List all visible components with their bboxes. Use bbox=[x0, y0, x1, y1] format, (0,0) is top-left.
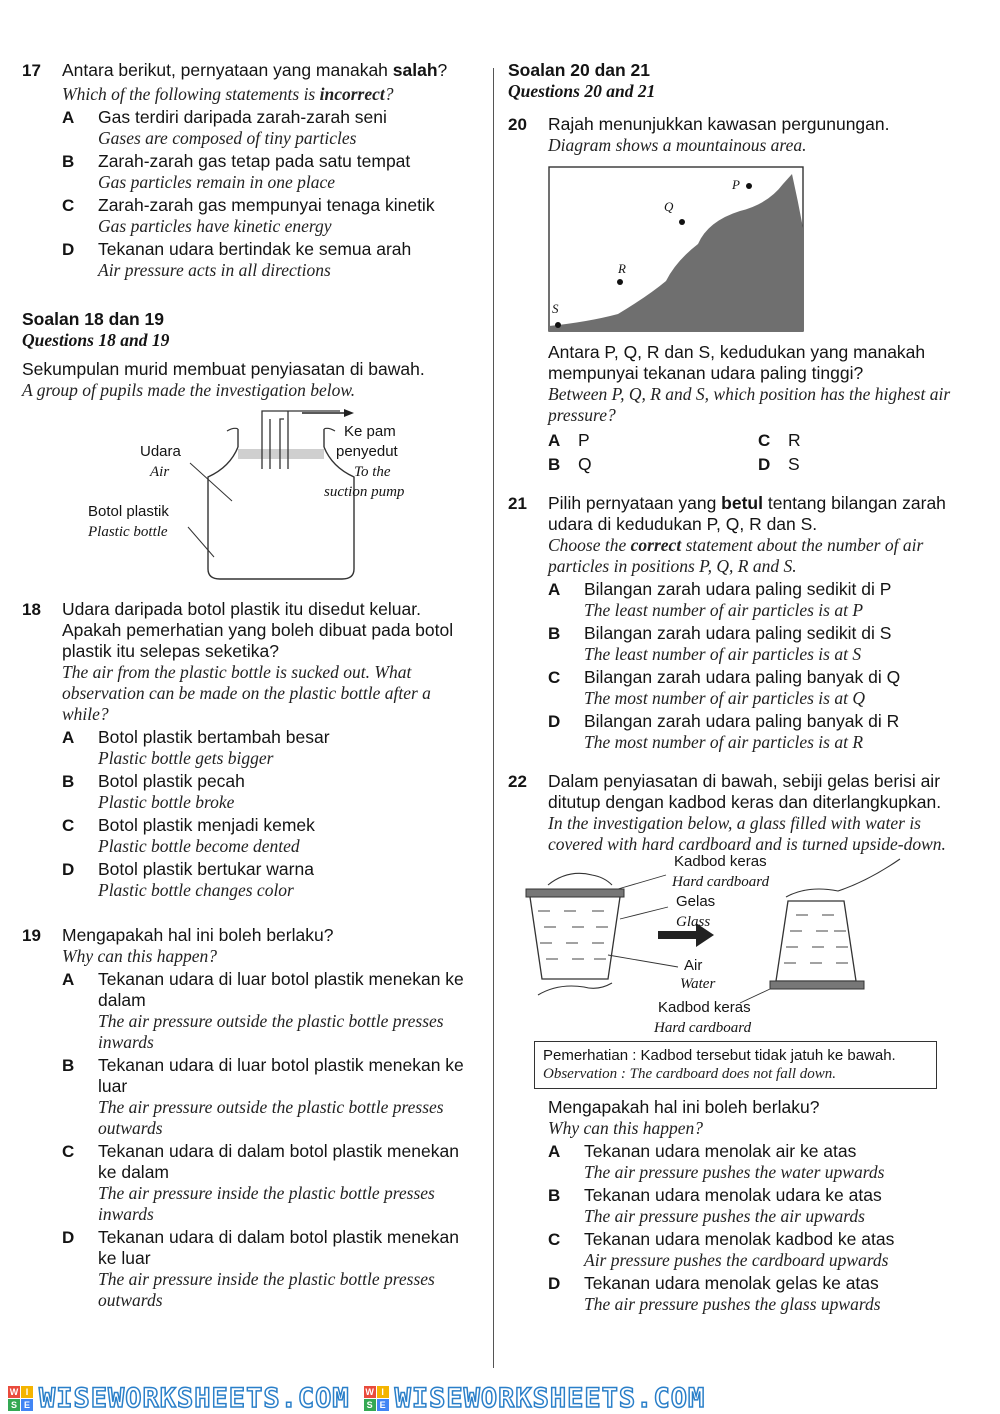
option-b[interactable]: B Tekanan udara di luar botol plastik menekan ke luar The air pressure outside the plastic bottle presses outwards bbox=[62, 1055, 464, 1138]
label-to-the: To the bbox=[354, 464, 391, 480]
label-bottle: Plastic bottle bbox=[88, 524, 168, 540]
footer-watermark bbox=[0, 1383, 1000, 1413]
observation-ms: Pemerhatian : Kadbod tersebut tidak jatuh ke bawah. bbox=[543, 1047, 896, 1064]
wise-logo-icon: W I S E bbox=[8, 1386, 33, 1411]
question-18 bbox=[22, 599, 480, 901]
question-19 bbox=[22, 925, 480, 1311]
column-divider bbox=[493, 68, 494, 1368]
label-botol: Botol plastik bbox=[88, 503, 169, 520]
label-pam: Ke pam bbox=[344, 423, 396, 440]
section-heading: Soalan 20 dan 21 bbox=[508, 60, 651, 80]
option-c[interactable]: C Botol plastik menjadi kemek Plastic bottle become dented bbox=[62, 815, 315, 856]
mountain-diagram bbox=[548, 166, 804, 332]
label-air: Air bbox=[150, 464, 170, 480]
label-water: Water bbox=[680, 976, 716, 992]
question-number: 20 bbox=[508, 115, 527, 134]
question-number: 17 bbox=[22, 61, 41, 80]
section-heading-en: Questions 18 and 19 bbox=[22, 330, 170, 350]
right-column bbox=[508, 60, 963, 1315]
question-20 bbox=[508, 114, 963, 475]
option-b[interactable]: B Bilangan zarah udara paling sedikit di S The least number of air particles is at S bbox=[548, 623, 892, 664]
point-q-label: Q bbox=[664, 199, 674, 214]
bottle-diagram bbox=[22, 407, 480, 585]
label-kadbod-keras-top: Kadbod keras bbox=[674, 853, 767, 870]
intro-text-en: A group of pupils made the investigation below. bbox=[22, 380, 356, 400]
option-a[interactable]: A Bilangan zarah udara paling sedikit di P The least number of air particles is at P bbox=[548, 579, 892, 620]
section-heading-en: Questions 20 and 21 bbox=[508, 81, 656, 101]
question-text-en: The air from the plastic bottle is sucked out. What observation can be made on the plastic bottle after a while? bbox=[62, 662, 431, 724]
option-d[interactable]: D Tekanan udara menolak gelas ke atas The air pressure pushes the glass upwards bbox=[548, 1273, 881, 1314]
option-c[interactable]: C Tekanan udara menolak kadbod ke atas Air pressure pushes the cardboard upwards bbox=[548, 1229, 895, 1270]
label-gelas: Gelas bbox=[676, 893, 716, 910]
question-number: 18 bbox=[22, 600, 41, 619]
label-kadbod-keras-bottom: Kadbod keras bbox=[658, 999, 751, 1016]
question-text-ms: Dalam penyiasatan di bawah, sebiji gelas berisi air ditutup dengan kadbod keras dan diterlangkupkan. bbox=[548, 771, 942, 812]
option-list bbox=[62, 969, 480, 1311]
section-18-19 bbox=[22, 309, 480, 585]
question-number: 21 bbox=[508, 494, 527, 513]
question-text-ms: Antara berikut, pernyataan yang manakah salah? bbox=[62, 60, 448, 80]
point-p-label: P bbox=[732, 177, 740, 192]
question-text2-en: Why can this happen? bbox=[548, 1118, 704, 1138]
question-text-en: Which of the following statements is incorrect? bbox=[62, 84, 394, 104]
option-grid bbox=[548, 430, 963, 475]
question-text-ms: Pilih pernyataan yang betul tentang bilangan zarah udara di kedudukan P, Q, R dan S. bbox=[548, 493, 946, 534]
option-b[interactable]: B Botol plastik pecah Plastic bottle broke bbox=[62, 771, 245, 812]
option-a[interactable]: A Tekanan udara menolak air ke atas The air pressure pushes the water upwards bbox=[548, 1141, 885, 1182]
question-number: 22 bbox=[508, 772, 527, 791]
question-22 bbox=[508, 771, 963, 1315]
option-list bbox=[548, 1141, 963, 1315]
option-list bbox=[62, 107, 480, 281]
option-c[interactable]: C Zarah-zarah gas mempunyai tenaga kinetik Gas particles have kinetic energy bbox=[62, 195, 435, 236]
question-text2-ms: Mengapakah hal ini boleh berlaku? bbox=[548, 1097, 820, 1117]
option-c[interactable]: C Bilangan zarah udara paling banyak di Q The most number of air particles is at Q bbox=[548, 667, 901, 708]
observation-box bbox=[534, 1041, 937, 1089]
option-a[interactable]: A Gas terdiri daripada zarah-zarah seni Gases are composed of tiny particles bbox=[62, 107, 387, 148]
option-c[interactable]: C Tekanan udara di dalam botol plastik menekan ke dalam The air pressure inside the plastic bottle presses inwards bbox=[62, 1141, 459, 1224]
watermark-text: WISEWORKSHEETS.COM bbox=[39, 1382, 350, 1414]
question-text-en: Choose the correct statement about the number of air particles in positions P, Q, R and S. bbox=[548, 535, 924, 576]
option-b[interactable]: B Zarah-zarah gas tetap pada satu tempat Gas particles remain in one place bbox=[62, 151, 411, 192]
point-r-label: R bbox=[618, 261, 626, 276]
question-text-en: In the investigation below, a glass filled with water is covered with hard cardboard and is turned upside-down. bbox=[548, 813, 946, 854]
option-c[interactable]: C R bbox=[758, 430, 801, 450]
left-column bbox=[22, 60, 480, 1311]
question-text2-ms: Antara P, Q, R dan S, kedudukan yang manakah mempunyai tekanan udara paling tinggi? bbox=[548, 342, 926, 383]
label-hard-cardboard-top: Hard cardboard bbox=[672, 874, 770, 890]
question-text2-en: Between P, Q, R and S, which position has the highest air pressure? bbox=[548, 384, 951, 425]
glass-figure bbox=[508, 855, 918, 1035]
wise-logo-icon: W I S E bbox=[364, 1386, 389, 1411]
option-d[interactable]: D Tekanan udara bertindak ke semua arah Air pressure acts in all directions bbox=[62, 239, 412, 280]
option-a[interactable]: A P bbox=[548, 430, 590, 450]
option-b[interactable]: B Tekanan udara menolak udara ke atas The air pressure pushes the air upwards bbox=[548, 1185, 882, 1226]
option-list bbox=[548, 579, 963, 753]
mountain-figure bbox=[548, 166, 804, 332]
question-text-ms: Mengapakah hal ini boleh berlaku? bbox=[62, 925, 334, 945]
question-text-ms: Udara daripada botol plastik itu disedut keluar. Apakah pemerhatian yang boleh dibuat pada botol plastik itu selepas seketika? bbox=[62, 599, 454, 661]
option-a[interactable]: A Tekanan udara di luar botol plastik menekan ke dalam The air pressure outside the plastic bottle presses inwards bbox=[62, 969, 464, 1052]
question-text-en: Diagram shows a mountainous area. bbox=[548, 135, 807, 155]
question-17 bbox=[22, 60, 480, 281]
question-number: 19 bbox=[22, 926, 41, 945]
section-heading: Soalan 18 dan 19 bbox=[22, 309, 165, 329]
option-d[interactable]: D Tekanan udara di dalam botol plastik menekan ke luar The air pressure inside the plastic bottle presses outwards bbox=[62, 1227, 459, 1310]
option-d[interactable]: D Botol plastik bertukar warna Plastic bottle changes color bbox=[62, 859, 314, 900]
label-air-ms: Air bbox=[684, 957, 703, 974]
intro-text-ms: Sekumpulan murid membuat penyiasatan di bawah. bbox=[22, 359, 425, 379]
label-glass: Glass bbox=[676, 914, 711, 930]
label-suction-pump: suction pump bbox=[324, 484, 405, 500]
section-20-21 bbox=[508, 60, 963, 102]
question-text-en: Why can this happen? bbox=[62, 946, 218, 966]
watermark-text: WISEWORKSHEETS.COM bbox=[394, 1382, 706, 1414]
observation-en: Observation : The cardboard does not fall down. bbox=[543, 1066, 837, 1082]
label-penyedut: penyedut bbox=[336, 443, 398, 460]
option-list bbox=[62, 727, 480, 901]
question-21 bbox=[508, 493, 963, 753]
option-a[interactable]: A Botol plastik bertambah besar Plastic bottle gets bigger bbox=[62, 727, 330, 768]
label-hard-cardboard-bottom: Hard cardboard bbox=[654, 1020, 752, 1036]
bottle-figure bbox=[22, 407, 480, 585]
label-udara: Udara bbox=[140, 443, 181, 460]
point-s-label: S bbox=[552, 301, 559, 316]
option-d[interactable]: D Bilangan zarah udara paling banyak di R The most number of air particles is at R bbox=[548, 711, 900, 752]
question-text-ms: Rajah menunjukkan kawasan pergunungan. bbox=[548, 114, 890, 134]
option-b[interactable]: B Q bbox=[548, 454, 592, 474]
option-d[interactable]: D S bbox=[758, 454, 800, 474]
